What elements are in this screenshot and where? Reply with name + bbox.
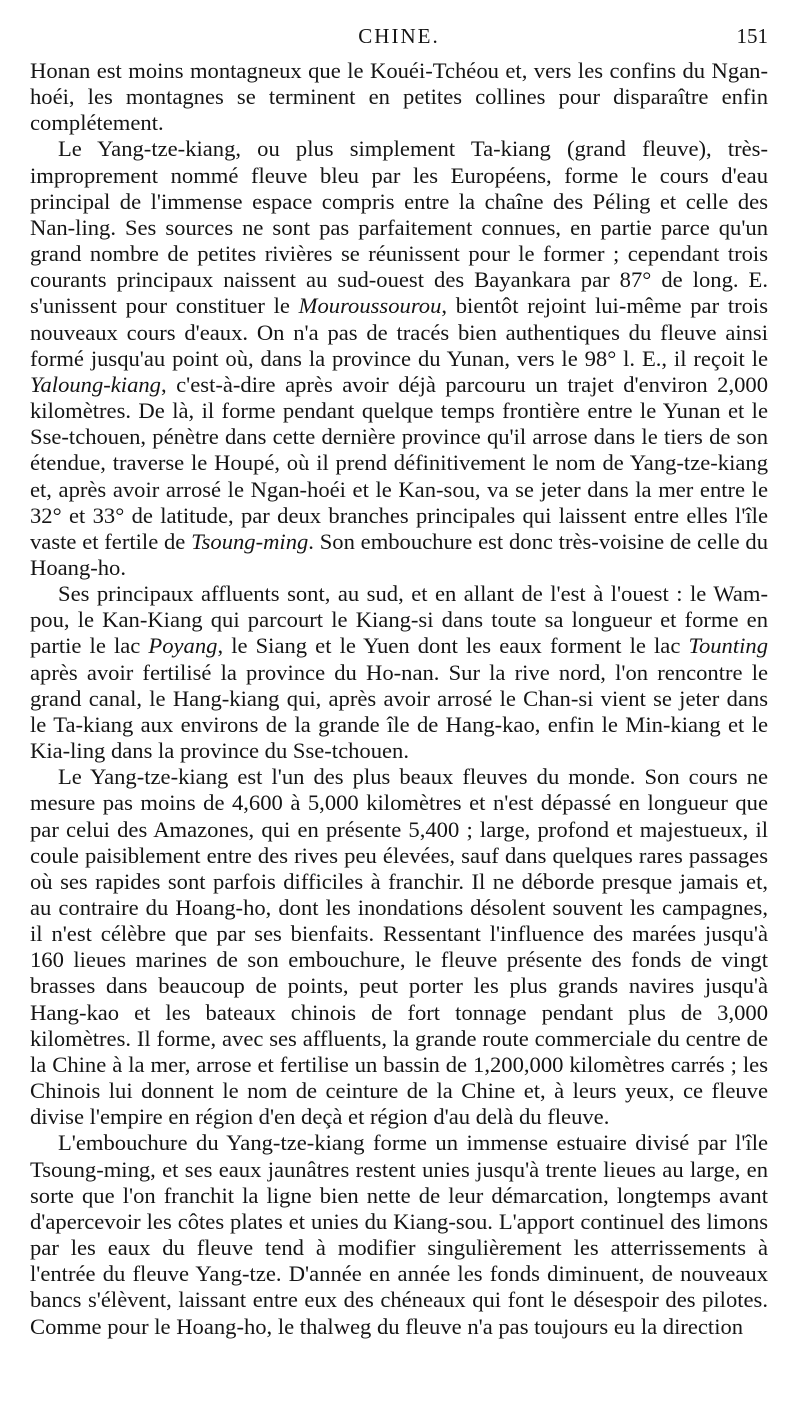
running-title: CHINE.: [358, 24, 440, 48]
paragraph-3: [30, 581, 768, 764]
body-text: [30, 58, 768, 1340]
paragraph-3-text-c: après avoir fertilisé la province du Ho-nan. Sur la rive nord, l'on rencontre le grand canal, le Hang-kiang qui, après avoir arrosé le Chan-si vient se jeter dans le Ta-kiang aux environs de la grande île de Hang-kao, enfin le Min-kiang et le Kia-ling dans la province du Sse-tchouen.: [30, 659, 768, 764]
river-name-yaloung-kiang: Yaloung-kiang: [30, 371, 161, 397]
paragraph-1-text: Honan est moins montagneux que le Kouéi-Tchéou et, vers les confins du Ngan-hoéi, les montagnes se terminent en petites collines pour disparaître enfin complétement.: [30, 58, 768, 136]
paragraph-2: [30, 136, 768, 581]
paragraph-1: [30, 58, 768, 136]
paragraph-3-text-b: , le Siang et le Yuen dont les eaux forment le lac: [217, 633, 689, 659]
paragraph-4: [30, 764, 768, 1130]
paragraph-4-text: Le Yang-tze-kiang est l'un des plus beaux fleuves du monde. Son cours ne mesure pas moins de 4,600 à 5,000 kilomètres et n'est dépassé en longueur que par celui des Amazones, qui en présente 5,400 ; large, profond et majestueux, il coule paisiblement entre des rives peu élevées, sauf dans quelques rares passages où ses rapides sont parfois difficiles à franchir. Il ne déborde presque jamais et, au contraire du Hoang-ho, dont les inondations désolent souvent les campagnes, il n'est célèbre que par ses bienfaits. Ressentant l'influence des marées jusqu'à 160 lieues marines de son embouchure, le fleuve présente des fonds de vingt brasses dans beaucoup de points, peut porter les plus grands navires jusqu'à Hang-kao et les bateaux chinois de fort tonnage pendant plus de 3,000 kilomètres. Il forme, avec ses affluents, la grande route commerciale du centre de la Chine à la mer, arrose et fertilise un bassin de 1,200,000 kilomètres carrés ; les Chinois lui donnent le nom de ceinture de la Chine et, à leurs yeux, ce fleuve divise l'empire en région d'en deçà et région d'au delà du fleuve.: [30, 764, 768, 1130]
page-number: 151: [736, 24, 768, 48]
paragraph-2-text-a: Le Yang-tze-kiang, ou plus simplement Ta-kiang (grand fleuve), très-improprement nommé fleuve bleu par les Européens, forme le cours d'eau principal de l'immense espace compris entre la chaîne des Péling et celle des Nan-ling. Ses sources ne sont pas parfaitement connues, en partie parce qu'un grand nombre de petites rivières se réunissent pour le former ; cependant trois courants principaux naissent au sud-ouest des Bayankara par 87° de long. E. s'unissent pour constituer le: [30, 136, 768, 319]
island-name-tsoung-ming: Tsoung-ming: [191, 528, 309, 554]
lake-name-tounting: Tounting: [688, 633, 768, 659]
book-page: [30, 22, 768, 1340]
paragraph-5: [30, 1130, 768, 1339]
paragraph-5-text: L'embouchure du Yang-tze-kiang forme un immense estuaire divisé par l'île Tsoung-ming, et ses eaux jaunâtres restent unies jusqu'à trente lieues au large, en sorte que l'on franchit la ligne bien nette de leur démarcation, longtemps avant d'apercevoir les côtes plates et unies du Kiang-sou. L'apport continuel des limons par les eaux du fleuve tend à modifier singulièrement les atterrissements à l'entrée du fleuve Yang-tze. D'année en année les fonds diminuent, de nouveaux bancs s'élèvent, laissant entre eux des chéneaux qui font le désespoir des pilotes. Comme pour le Hoang-ho, le thalweg du fleuve n'a pas toujours eu la direction: [30, 1130, 768, 1339]
lake-name-poyang: Poyang: [148, 633, 218, 659]
river-name-mouroussourou: Mouroussourou: [298, 293, 442, 319]
paragraph-2-text-d: . Son embouchure est donc très-voisine de celle du Hoang-ho.: [30, 528, 768, 580]
paragraph-2-text-c: , c'est-à-dire après avoir déjà parcouru un trajet d'environ 2,000 kilomètres. De là, il forme pendant quelque temps frontière entre le Yunan et le Sse-tchouen, pénètre dans cette dernière province qu'il arrose dans le tiers de son étendue, traverse le Houpé, où il prend définitivement le nom de Yang-tze-kiang et, après avoir arrosé le Ngan-hoéi et le Kan-sou, va se jeter dans la mer entre le 32° et 33° de latitude, par deux branches principales qui laissent entre elles l'île vaste et fertile de: [30, 371, 768, 554]
page-header: [30, 22, 768, 58]
paragraph-2-text-b: , bientôt rejoint lui-même par trois nouveaux cours d'eaux. On n'a pas de tracés bien authentiques du fleuve ainsi formé jusqu'au point où, dans la province du Yunan, vers le 98° l. E., il reçoit le: [30, 293, 768, 371]
paragraph-3-text-a: Ses principaux affluents sont, au sud, et en allant de l'est à l'ouest : le Wam-pou, le Kan-Kiang qui parcourt le Kiang-si dans toute sa longueur et forme en partie le lac: [30, 581, 768, 659]
